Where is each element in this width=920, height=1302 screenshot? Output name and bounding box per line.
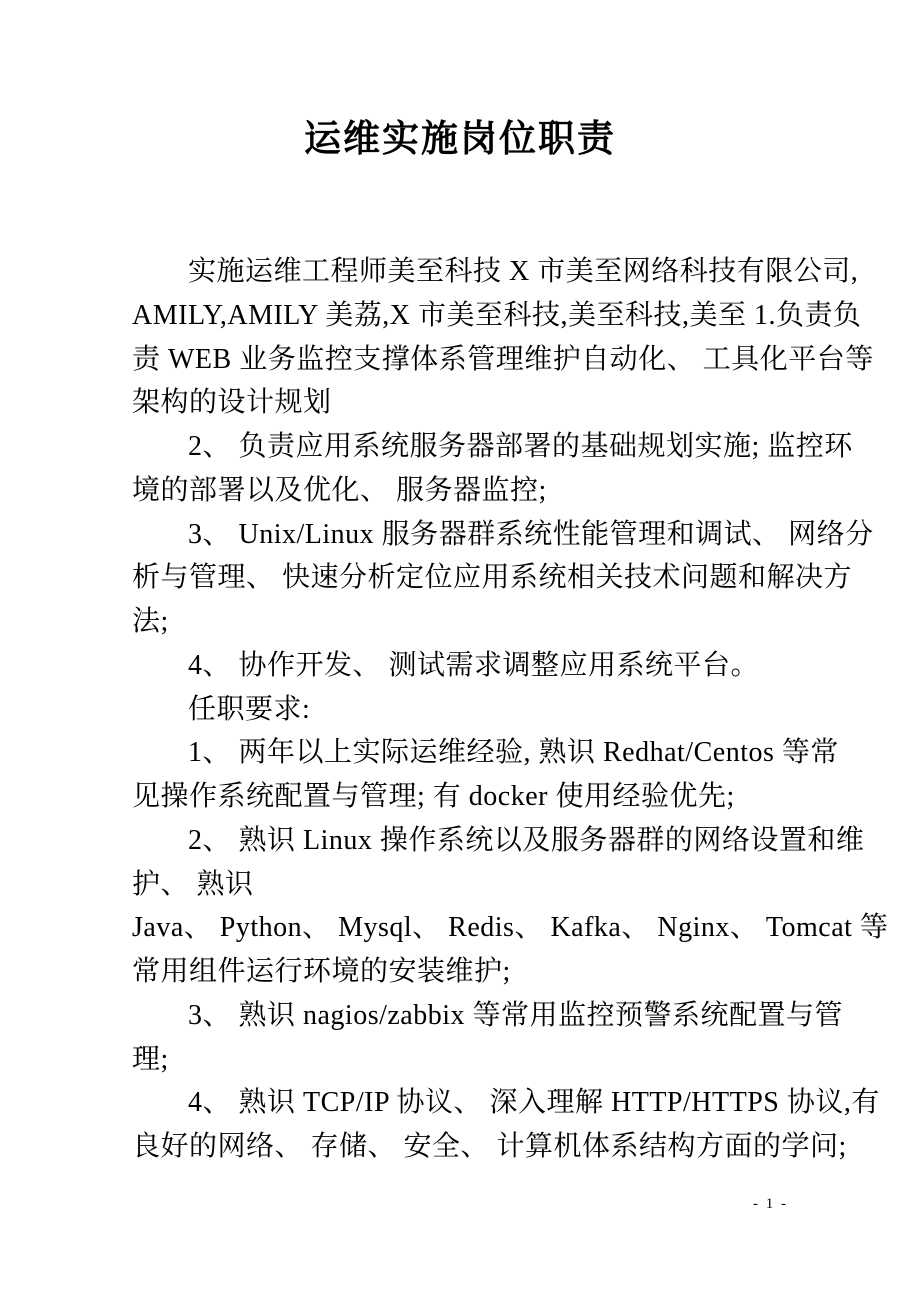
text-line: 责 WEB 业务监控支撑体系管理维护自动化、 工具化平台等 (132, 343, 874, 375)
page-footer (132, 1196, 788, 1213)
paragraph (132, 819, 865, 907)
text-line: 理; (132, 1043, 169, 1075)
text-line: 实施运维工程师美至科技 X 市美至网络科技有限公司, (188, 256, 859, 287)
paragraph (132, 644, 800, 688)
text-line: 法; (132, 606, 169, 637)
paragraph (132, 425, 853, 513)
paragraph (132, 906, 889, 994)
document-body (132, 250, 889, 1169)
text-line: 3、 熟识 nagios/zabbix 等常用监控预警系统配置与管 (188, 999, 844, 1031)
text-line: 3、 Unix/Linux 服务器群系统性能管理和调试、 网络分 (188, 518, 874, 550)
page-number: - 1 - (753, 1196, 788, 1212)
text-line: 析与管理、 快速分析定位应用系统相关技术问题和解决方 (132, 562, 853, 594)
text-line: 常用组件运行环境的安装维护; (132, 956, 511, 987)
paragraph (132, 994, 844, 1082)
text-line: 架构的设计规划 (132, 387, 332, 419)
paragraph (132, 513, 874, 644)
text-line: 2、 负责应用系统服务器部署的基础规划实施; 监控环 (188, 431, 853, 462)
text-line: 见操作系统配置与管理; 有 docker 使用经验优先; (132, 781, 735, 812)
text-line: Java、 Python、 Mysql、 Redis、 Kafka、 Nginx、 Tomcat 等 (132, 912, 889, 944)
paragraph (132, 688, 800, 732)
text-line: 2、 熟识 Linux 操作系统以及服务器群的网络设置和维 (188, 824, 865, 856)
text-line: 4、 熟识 TCP/IP 协议、 深入理解 HTTP/HTTPS 协议,有 (188, 1087, 880, 1119)
text-line: 1、 两年以上实际运维经验, 熟识 Redhat/Centos 等常 (188, 737, 839, 769)
text-line: 良好的网络、 存储、 安全、 计算机体系结构方面的学问; (132, 1131, 847, 1162)
paragraph (132, 1081, 880, 1169)
paragraph (132, 250, 874, 425)
text-line: 护、 熟识 (132, 868, 254, 900)
text-line: AMILY,AMILY 美荔,X 市美至科技,美至科技,美至 1.负责负 (132, 299, 862, 331)
text-line: 境的部署以及优化、 服务器监控; (132, 474, 547, 506)
text-line: 4、 协作开发、 测试需求调整应用系统平台。 (188, 649, 760, 681)
paragraph (132, 731, 839, 819)
text-line: 任职要求: (188, 693, 311, 725)
document-title: 运维实施岗位职责 (304, 119, 616, 160)
